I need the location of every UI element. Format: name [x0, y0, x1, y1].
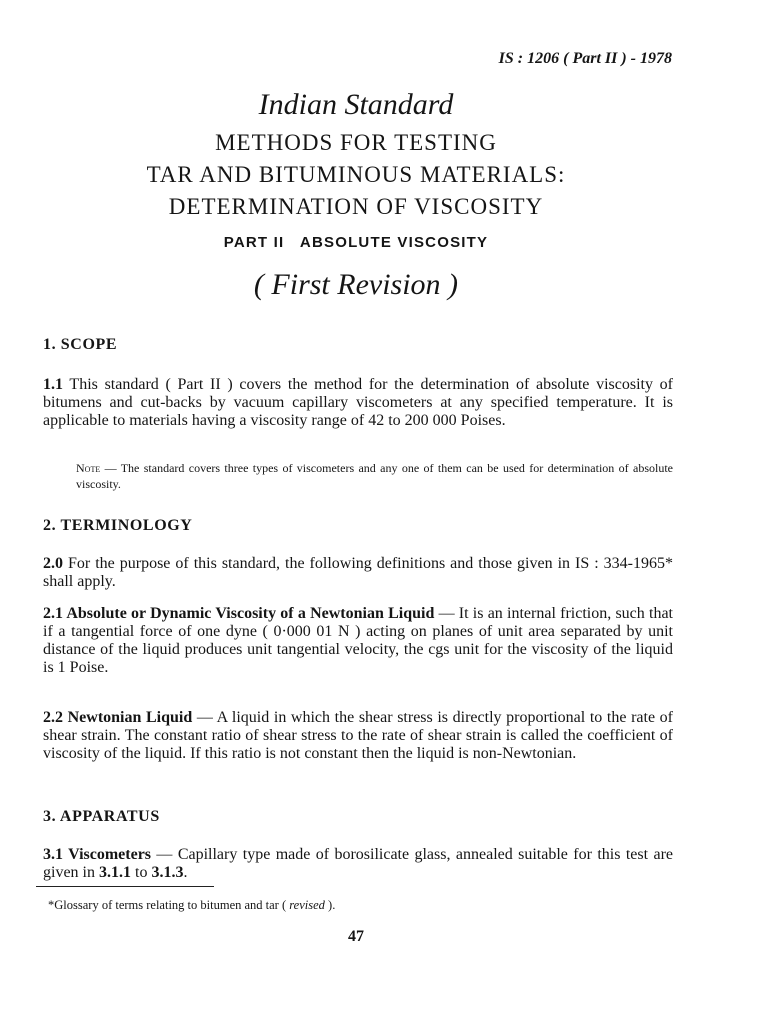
- note: [76, 460, 673, 492]
- clause-number: 3.1: [43, 846, 63, 863]
- section-heading-apparatus: 3. APPARATUS: [43, 808, 160, 825]
- note-label: Note: [76, 461, 101, 475]
- clause-number: 1.1: [43, 376, 63, 393]
- paragraph-text: — It is an internal friction, such that if a tangential force of one dyne ( 0·000 01 N ) acting on planes of unit area separated by unit distance of the liquid produces unit tangential velocity, the cgs unit for the viscosity of the liquid is 1 Poise.: [43, 605, 673, 676]
- page-number: 47: [348, 928, 364, 945]
- title-line-3: DETERMINATION OF VISCOSITY: [168, 194, 544, 219]
- defined-term: Viscometers: [63, 846, 152, 863]
- clause-reference: 3.1.3: [151, 864, 184, 881]
- title-line-2: TAR AND BITUMINOUS MATERIALS:: [146, 162, 566, 187]
- paragraph-3-1: [43, 846, 673, 882]
- paragraph-text: — A liquid in which the shear stress is directly proportional to the rate of shear strain. The constant ratio of shear stress to the rate of shear strain is called the coefficient of viscosity of the liquid. If this ratio is not constant then the liquid is non-Newtonian.: [43, 709, 673, 762]
- footnote: [48, 898, 335, 913]
- clause-reference: 3.1.1: [99, 864, 131, 881]
- clause-number: 2.1: [43, 605, 63, 622]
- note-text: — The standard covers three types of viscometers and any one of them can be used for determination of absolute viscosity.: [76, 461, 673, 491]
- revision-label: ( First Revision ): [253, 268, 459, 301]
- footnote-divider: [36, 886, 214, 887]
- paragraph-1-1: [43, 376, 673, 430]
- paragraph-2-2: [43, 709, 673, 763]
- paragraph-text: .: [183, 864, 188, 881]
- paragraph-text: For the purpose of this standard, the following definitions and those given in IS : 334-1965* shall apply.: [43, 555, 673, 590]
- standard-name: Indian Standard: [258, 88, 454, 121]
- footnote-italic: revised: [289, 898, 325, 912]
- title-line-1: METHODS FOR TESTING: [215, 130, 497, 155]
- defined-term: Absolute or Dynamic Viscosity of a Newtonian Liquid: [63, 605, 435, 622]
- footnote-end: ).: [324, 898, 336, 912]
- section-heading-scope: 1. SCOPE: [43, 336, 118, 353]
- part-title: PART II ABSOLUTE VISCOSITY: [223, 234, 489, 251]
- paragraph-text: This standard ( Part II ) covers the method for the determination of absolute viscosity of bitumens and cut-backs by vacuum capillary viscometers at any specified temperature. It is applicable to materials having a viscosity range of 42 to 200 000 Poises.: [43, 376, 673, 429]
- paragraph-2-0: [43, 555, 673, 591]
- paragraph-text: to: [131, 864, 152, 881]
- defined-term: Newtonian Liquid: [63, 709, 193, 726]
- clause-number: 2.0: [43, 555, 63, 572]
- footnote-text: *Glossary of terms relating to bitumen and tar (: [48, 898, 290, 912]
- standard-code: IS : 1206 ( Part II ) - 1978: [498, 50, 672, 67]
- section-heading-terminology: 2. TERMINOLOGY: [43, 517, 193, 534]
- paragraph-text: — Capillary type made of borosilicate glass, annealed suitable for this test are given in: [43, 846, 673, 881]
- clause-number: 2.2: [43, 709, 63, 726]
- paragraph-2-1: [43, 605, 673, 677]
